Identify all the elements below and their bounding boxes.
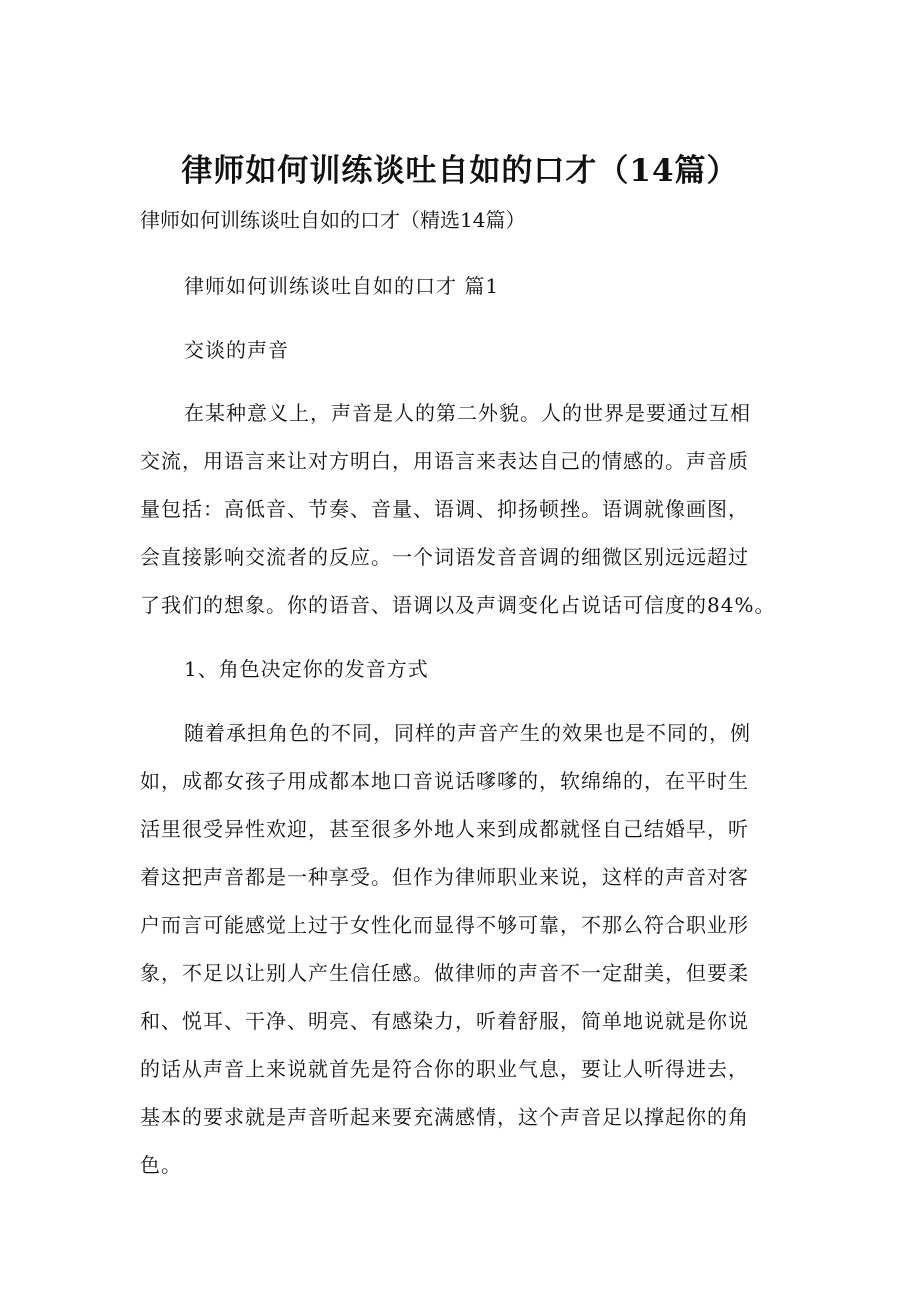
paragraph1-line: 会直接影响交流者的反应。一个词语发音音调的细微区别远远超过 bbox=[140, 545, 749, 569]
point1-heading: 1、角色决定你的发音方式 bbox=[184, 657, 429, 681]
paragraph2-line: 如，成都女孩子用成都本地口音说话嗲嗲的，软绵绵的，在平时生 bbox=[140, 769, 749, 793]
paragraph1-line: 了我们的想象。你的语音、语调以及声调变化占说话可信度的84%。 bbox=[140, 593, 776, 617]
topic-heading: 交谈的声音 bbox=[184, 338, 289, 362]
paragraph2-line: 活里很受异性欢迎，甚至很多外地人来到成都就怪自己结婚早，听 bbox=[140, 817, 749, 841]
paragraph2-line: 基本的要求就是声音听起来要充满感情，这个声音足以撑起你的角 bbox=[140, 1105, 749, 1129]
paragraph2-line: 随着承担角色的不同，同样的声音产生的效果也是不同的，例 bbox=[184, 721, 751, 745]
paragraph1-line: 量包括：高低音、节奏、音量、语调、抑扬顿挫。语调就像画图， bbox=[140, 497, 749, 521]
paragraph1-line: 在某种意义上，声音是人的第二外貌。人的世界是要通过互相 bbox=[184, 401, 751, 425]
document-title: 律师如何训练谈吐自如的口才（14篇） bbox=[181, 153, 739, 189]
paragraph2-line: 着这把声音都是一种享受。但作为律师职业来说，这样的声音对客 bbox=[140, 865, 749, 889]
paragraph2-line: 色。 bbox=[140, 1153, 182, 1177]
document-subtitle: 律师如何训练谈吐自如的口才（精选14篇） bbox=[140, 208, 526, 232]
paragraph2-line: 和、悦耳、干净、明亮、有感染力，听着舒服，简单地说就是你说 bbox=[140, 1009, 749, 1033]
paragraph2-line: 户而言可能感觉上过于女性化而显得不够可靠，不那么符合职业形 bbox=[140, 913, 749, 937]
paragraph1-line: 交流，用语言来让对方明白，用语言来表达自己的情感的。声音质 bbox=[140, 449, 749, 473]
paragraph2-line: 象，不足以让别人产生信任感。做律师的声音不一定甜美，但要柔 bbox=[140, 961, 749, 985]
section-heading: 律师如何训练谈吐自如的口才 篇1 bbox=[184, 274, 500, 298]
paragraph2-line: 的话从声音上来说就首先是符合你的职业气息，要让人听得进去， bbox=[140, 1057, 749, 1081]
